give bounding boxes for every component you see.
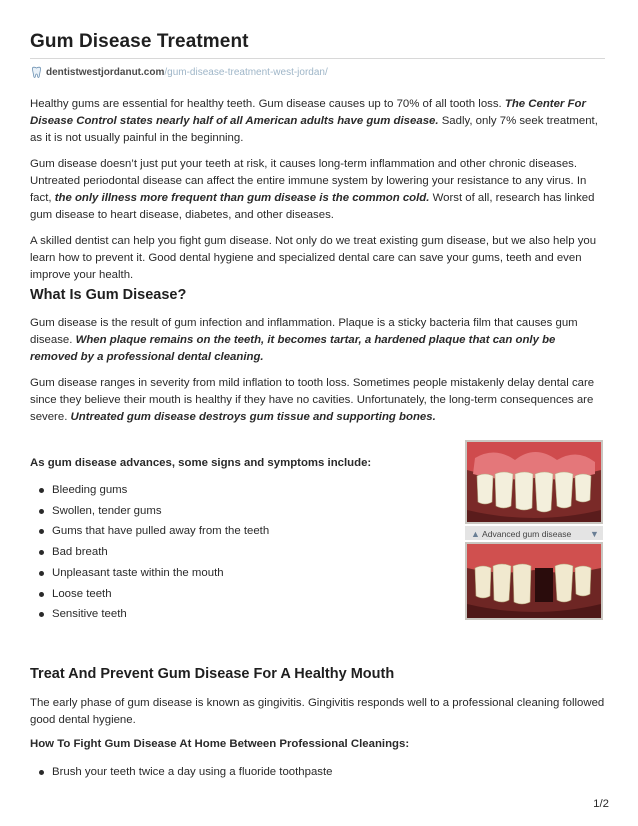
what-paragraph (30, 375, 605, 426)
list-item: Bleeding gums (30, 480, 269, 501)
svg-text:▼: ▼ (590, 529, 599, 539)
text-run: Gum disease doesn’t just put your teeth at risk, it causes long-term inflammation and other chronic diseases. Untreated periodontal disease can affect the entire immune system by lowering your resistance to any virus. In fact, (30, 158, 587, 204)
source-path-link[interactable]: /gum-disease-treatment-west-jordan/ (164, 67, 328, 78)
intro-paragraph (30, 156, 605, 224)
source-line (30, 66, 328, 79)
tooth-icon (30, 66, 43, 79)
text-run: Gum disease ranges in severity from mild inflation to tooth loss. Sometimes people mistakenly delay dental care since they believe their mouth is healthy if they have no cavities. Unfortunately, the long-term consequences are severe. (30, 377, 595, 423)
section-heading-treat: Treat And Prevent Gum Disease For A Healthy Mouth (30, 666, 395, 682)
fight-heading: How To Fight Gum Disease At Home Between Professional Cleanings: (30, 738, 410, 750)
list-item: Loose teeth (30, 584, 269, 605)
emphasis-text: The Center For Disease Control states nearly half of all American adults have gum disease. (30, 98, 586, 127)
list-item: Unpleasant taste within the mouth (30, 563, 269, 584)
text-run: Healthy gums are essential for healthy teeth. Gum disease causes up to 70% of all tooth loss. (30, 98, 505, 110)
what-paragraph (30, 315, 605, 366)
fight-list (30, 762, 333, 783)
svg-text:▲: ▲ (471, 529, 480, 539)
text-run: Gum disease is the result of gum infection and inflammation. Plaque is a sticky bacteria film that causes gum disease. (30, 317, 578, 346)
list-item: Gums that have pulled away from the teeth (30, 521, 269, 542)
gum-disease-photo (465, 440, 603, 620)
emphasis-text: the only illness more frequent than gum disease is the common cold. (54, 192, 430, 204)
list-item: Sensitive teeth (30, 604, 269, 625)
what-section (30, 315, 605, 435)
title-divider (30, 58, 605, 59)
section-heading-what: What Is Gum Disease? (30, 287, 187, 303)
list-item: Bad breath (30, 542, 269, 563)
intro-paragraph (30, 96, 605, 147)
text-run: Sadly, only 7% seek treatment, as it is not usually painful in the beginning. (30, 115, 598, 144)
page-title: Gum Disease Treatment (30, 31, 249, 52)
symptoms-heading: As gum disease advances, some signs and symptoms include: (30, 457, 372, 469)
text-run: Worst of all, research has linked gum disease to heart disease, diabetes, and other diseases. (30, 192, 595, 221)
list-item: Brush your teeth twice a day using a fluoride toothpaste (30, 762, 333, 783)
text-run: A skilled dentist can help you fight gum disease. Not only do we treat existing gum disease, but we also help you learn how to prevent it. Good dental hygiene and specialized dental care can save your gums, teeth and even improve your health. (30, 235, 597, 281)
page-number: 1/2 (593, 798, 609, 810)
source-domain-link[interactable]: dentistwestjordanut.com (46, 67, 165, 78)
intro-section (30, 96, 605, 293)
intro-paragraph (30, 233, 605, 284)
list-item: Swollen, tender gums (30, 501, 269, 522)
treat-paragraph: The early phase of gum disease is known as gingivitis. Gingivitis responds well to a professional cleaning followed good dental hygiene. (30, 697, 605, 726)
emphasis-text: Untreated gum disease destroys gum tissue and supporting bones. (70, 411, 436, 423)
photo-caption: Advanced gum disease (482, 529, 572, 539)
symptoms-list (30, 480, 269, 625)
emphasis-text: When plaque remains on the teeth, it becomes tartar, a hardened plaque that can only be removed by a professional dental cleaning. (30, 334, 556, 363)
